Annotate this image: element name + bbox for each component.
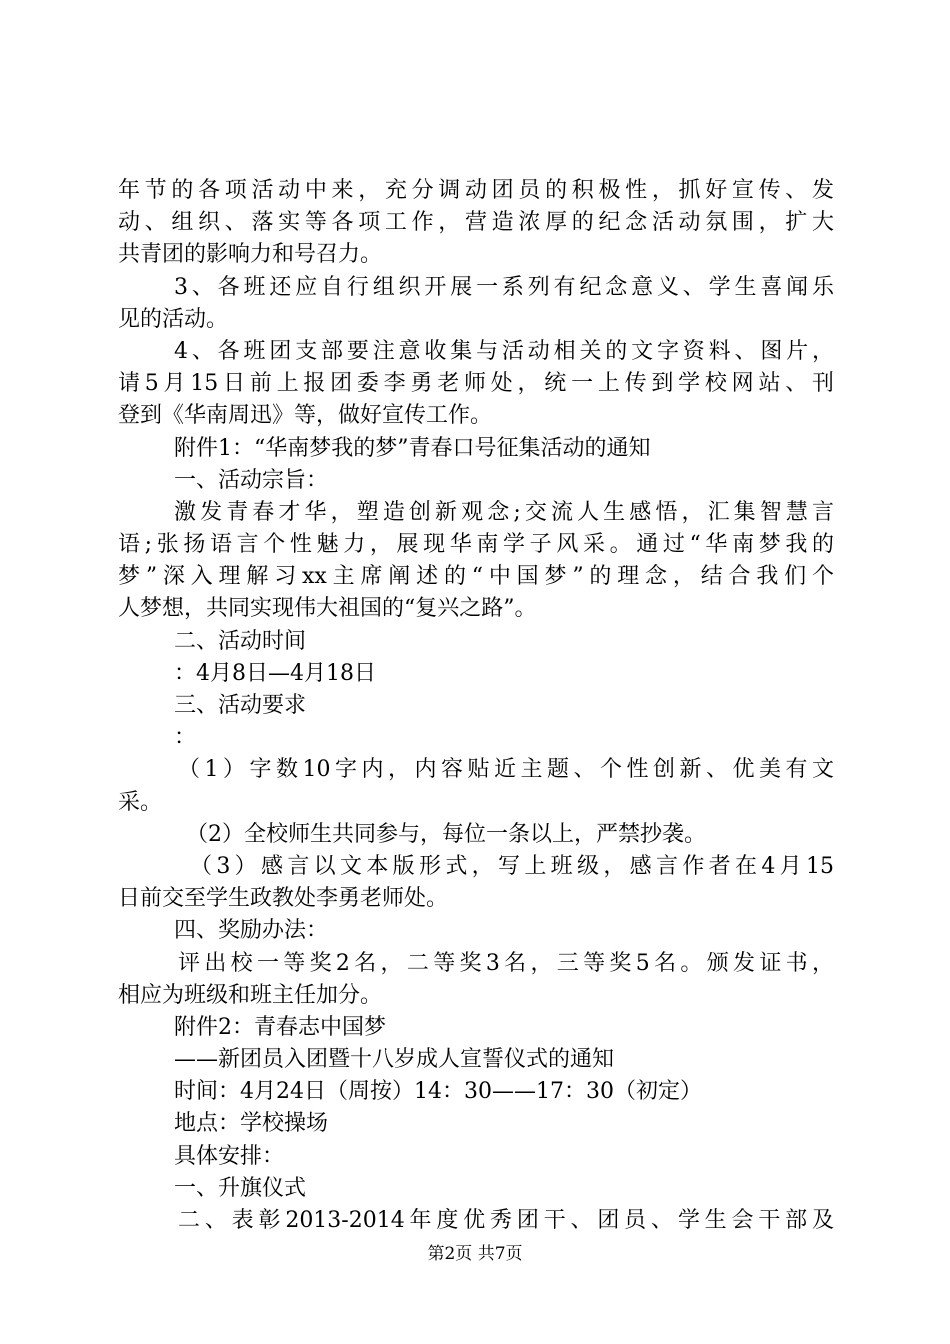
text-line: 年节的各项活动中来，充分调动团员的积极性，抓好宣传、发	[118, 178, 834, 203]
text-line: 梦”深入理解习xx主席阐述的“中国梦”的理念，结合我们个	[118, 564, 834, 590]
text-line: 一、升旗仪式	[174, 1175, 307, 1201]
text-line: 日前交至学生政教处李勇老师处。	[118, 886, 449, 912]
text-line: （1）字数10字内，内容贴近主题、个性创新、优美有文	[178, 757, 834, 783]
text-line: ——新团员入团暨十八岁成人宣誓仪式的通知	[174, 1047, 615, 1073]
text-line: 激发青春才华，塑造创新观念;交流人生感悟，汇集智慧言	[174, 499, 834, 525]
text-line: 语;张扬语言个性魅力，展现华南学子风采。通过“华南梦我的	[118, 532, 834, 558]
text-line: 采。	[118, 789, 163, 815]
document-body	[118, 175, 834, 1237]
text-line: 附件2：青春志中国梦	[174, 1014, 386, 1040]
text-line: 动、组织、落实等各项工作，营造浓厚的纪念活动氛围，扩大	[118, 210, 834, 236]
text-line: ：4月8日—4月18日	[174, 660, 376, 686]
text-line: 相应为班级和班主任加分。	[118, 982, 383, 1008]
text-line: 二、表彰2013-2014年度优秀团干、团员、学生会干部及	[178, 1208, 834, 1233]
text-line: 4、各班团支部要注意收集与活动相关的文字资料、图片，	[174, 338, 834, 364]
text-line: 评出校一等奖2名，二等奖3名，三等奖5名。颁发证书，	[178, 950, 834, 976]
text-line: 一、活动宗旨：	[174, 467, 329, 493]
text-line: 三、活动要求	[174, 693, 307, 718]
text-line: 见的活动。	[118, 306, 229, 332]
text-line: 请5月15日前上报团委李勇老师处，统一上传到学校网站、刊	[118, 371, 834, 397]
text-line: 二、活动时间	[174, 628, 307, 654]
text-line: 具体安排：	[174, 1143, 285, 1169]
text-line: 3、各班还应自行组织开展一系列有纪念意义、学生喜闻乐	[174, 274, 834, 300]
text-line: 四、奖励办法：	[174, 918, 329, 944]
text-line: ：	[174, 725, 197, 751]
text-line: 地点：学校操场	[174, 1111, 329, 1137]
text-line: （2）全校师生共同参与，每位一条以上，严禁抄袭。	[186, 821, 706, 847]
text-line: 登到《华南周迅》等，做好宣传工作。	[118, 403, 493, 429]
text-line: 人梦想，共同实现伟大祖国的“复兴之路”。	[118, 596, 537, 622]
page-footer: 第2页 共7页	[427, 1244, 523, 1264]
text-line: 时间：4月24日（周按）14：30——17：30（初定）	[174, 1079, 702, 1105]
text-line: （3）感言以文本版形式，写上班级，感言作者在4月15	[190, 853, 834, 879]
text-line: 附件1：“华南梦我的梦”青春口号征集活动的通知	[174, 435, 651, 461]
text-line: 共青团的影响力和号召力。	[118, 242, 383, 268]
